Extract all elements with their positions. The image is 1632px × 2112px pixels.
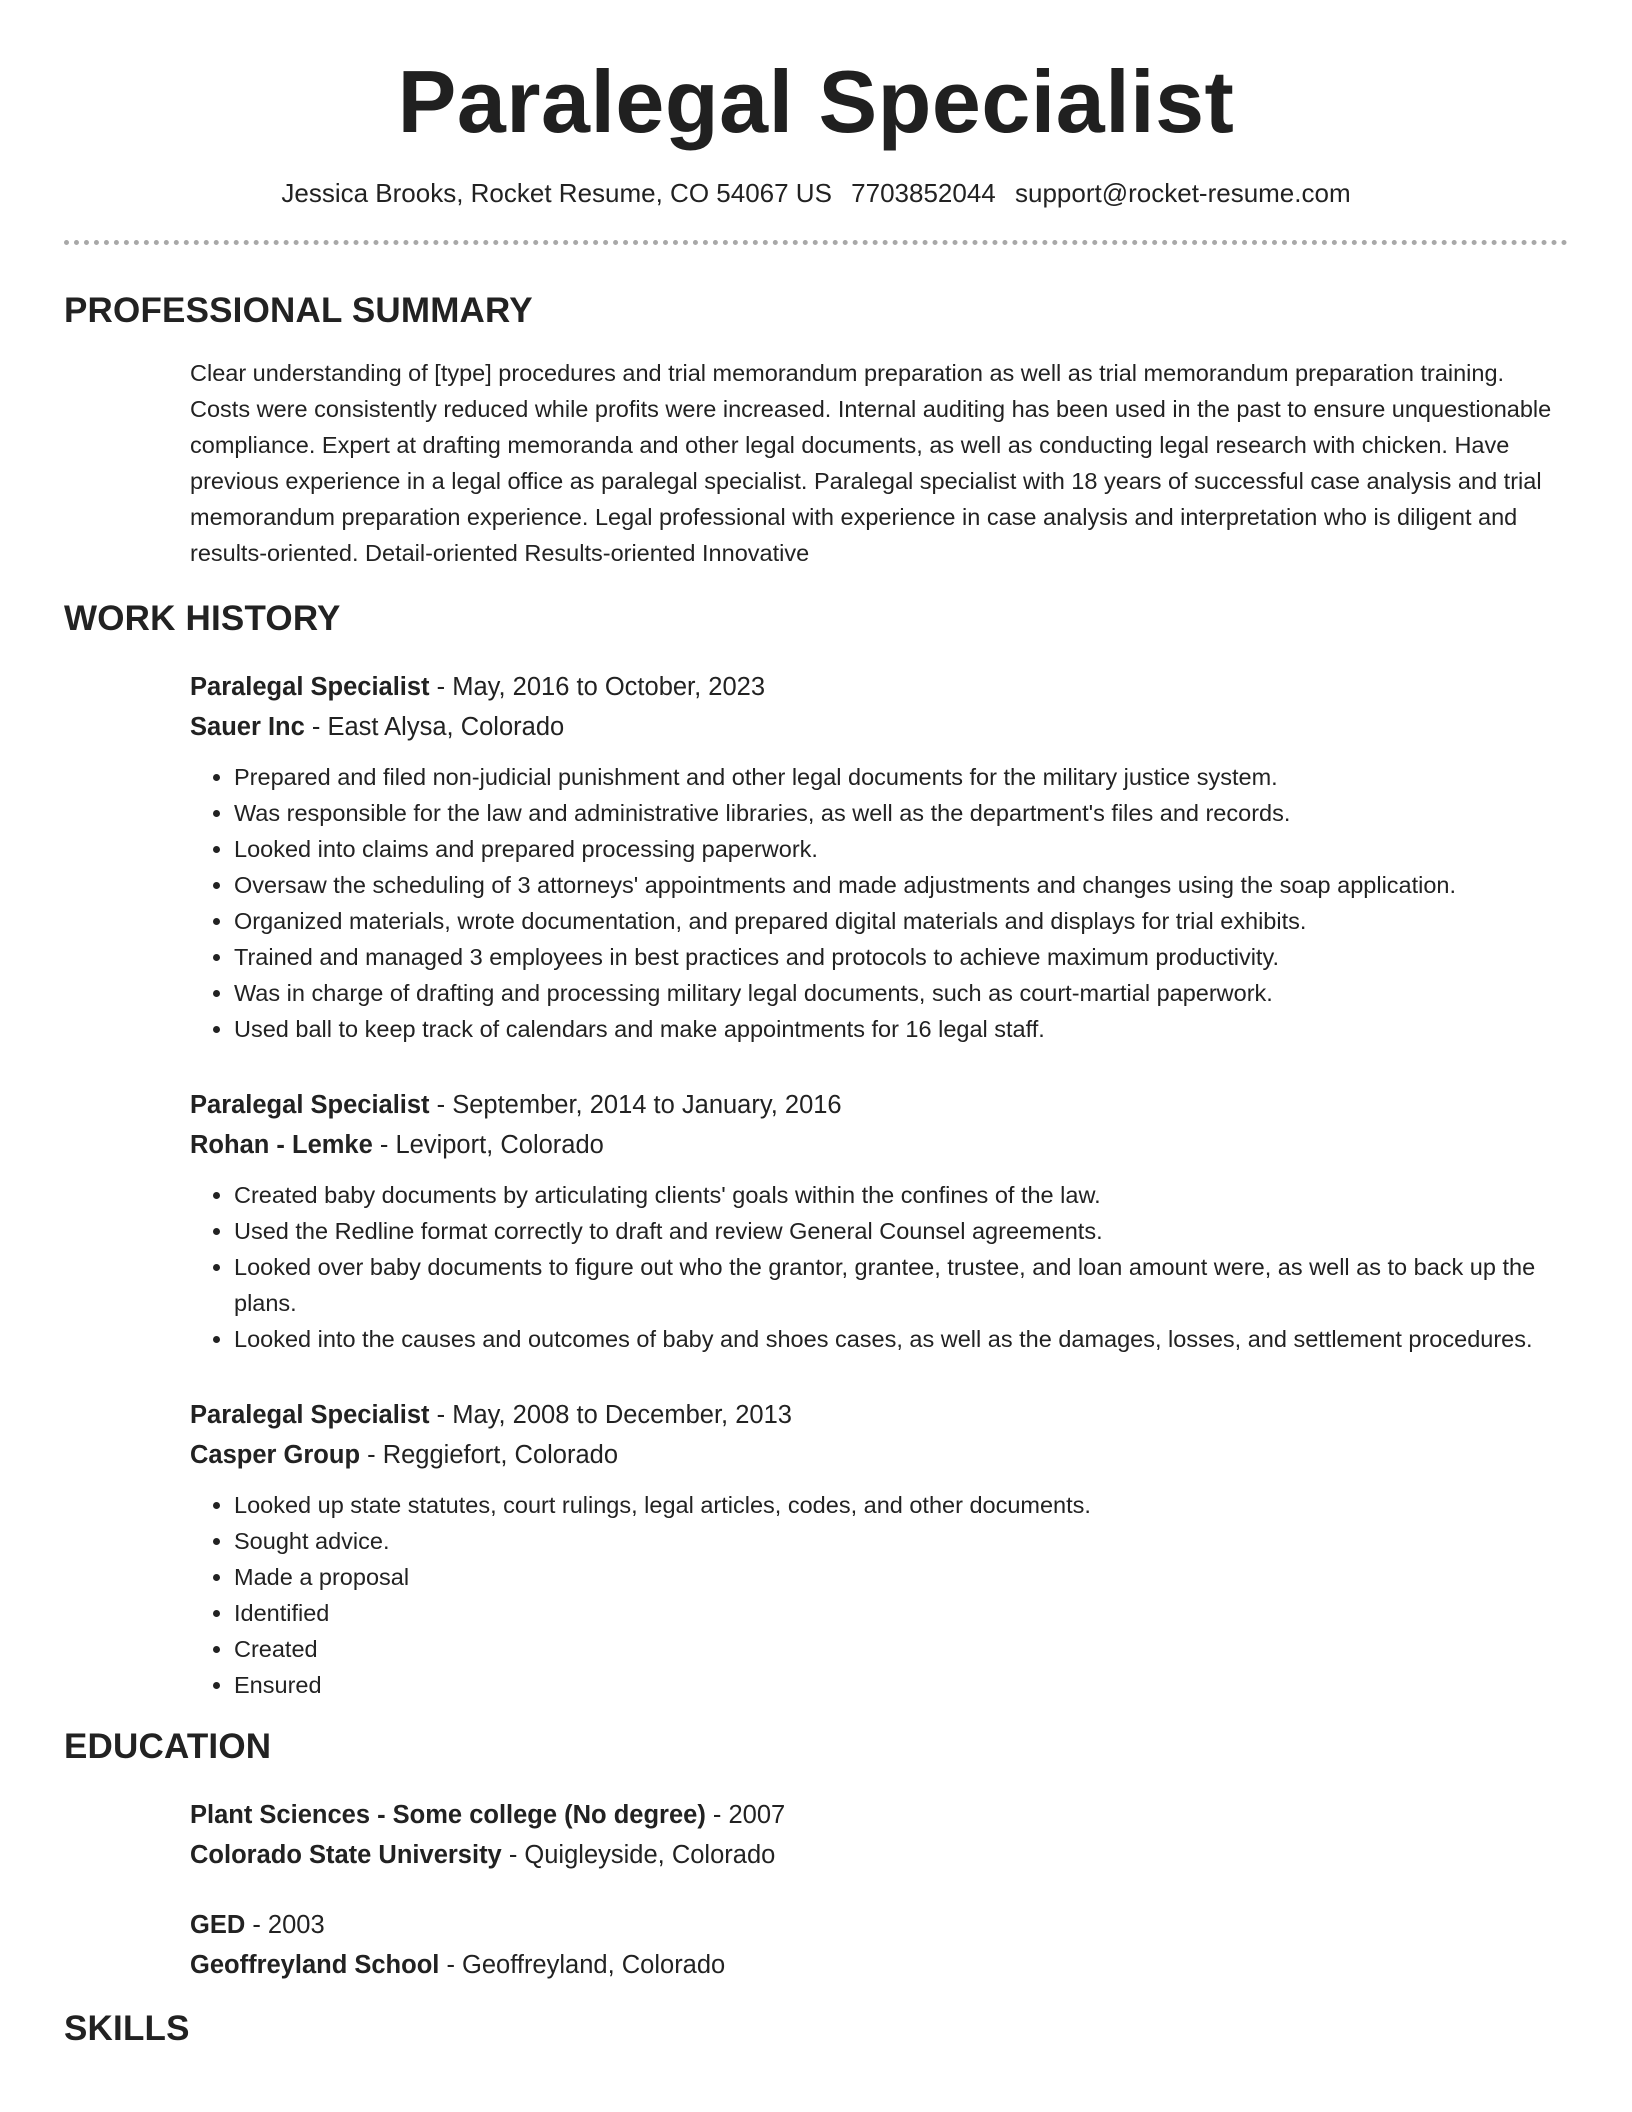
- list-item: • Used the Redline format correctly to draft and review General Counsel agreements.: [234, 1213, 1568, 1249]
- section-title-education: EDUCATION: [64, 1727, 272, 1766]
- job-bullets: [190, 1177, 1568, 1357]
- resume-header: [64, 0, 1568, 245]
- job-dates: - September, 2014 to January, 2016: [429, 1091, 842, 1119]
- education-year: - 2003: [245, 1911, 325, 1939]
- list-item: • Identified: [234, 1595, 1568, 1631]
- job-dates: - May, 2016 to October, 2023: [429, 673, 766, 701]
- job-entry: [190, 667, 1568, 1047]
- contact-phone: 7703852044: [851, 178, 996, 208]
- list-item: • Organized materials, wrote documentation, and prepared digital materials and displays for trial exhibits.: [234, 903, 1568, 939]
- list-item: • Looked into claims and prepared processing paperwork.: [234, 831, 1568, 867]
- page-title: Paralegal Specialist: [397, 52, 1235, 151]
- education-entry: [190, 1795, 1568, 1875]
- section-title-work-history: WORK HISTORY: [64, 599, 341, 638]
- education-degree: Plant Sciences - Some college (No degree): [190, 1801, 706, 1829]
- job-company: Sauer Inc: [190, 713, 305, 741]
- work-history-section: [190, 667, 1568, 1703]
- list-item: • Was in charge of drafting and processing military legal documents, such as court-martial paperwork.: [234, 975, 1568, 1011]
- list-item: • Sought advice.: [234, 1523, 1568, 1559]
- education-school-line: [190, 1835, 1568, 1875]
- list-item: • Was responsible for the law and administrative libraries, as well as the department's files and records.: [234, 795, 1568, 831]
- job-entry: [190, 1395, 1568, 1703]
- education-year: - 2007: [705, 1801, 786, 1829]
- job-title: Paralegal Specialist: [190, 1091, 430, 1119]
- section-title-summary: PROFESSIONAL SUMMARY: [64, 291, 533, 330]
- education-school: Geoffreyland School: [190, 1951, 440, 1979]
- job-entry: [190, 1085, 1568, 1357]
- education-degree-line: [190, 1795, 1568, 1835]
- job-company-line: [190, 707, 1568, 747]
- list-item: • Trained and managed 3 employees in best practices and protocols to achieve maximum productivity.: [234, 939, 1568, 975]
- job-bullets: [190, 1487, 1568, 1703]
- education-school-line: [190, 1945, 1568, 1985]
- job-company: Rohan - Lemke: [190, 1131, 373, 1159]
- header-divider: [64, 240, 1568, 245]
- job-company-line: [190, 1125, 1568, 1165]
- list-item: • Ensured: [234, 1667, 1568, 1703]
- list-item: • Looked up state statutes, court rulings, legal articles, codes, and other documents.: [234, 1487, 1568, 1523]
- list-item: • Created baby documents by articulating clients' goals within the confines of the law.: [234, 1177, 1568, 1213]
- summary-text: Clear understanding of [type] procedures and trial memorandum preparation as well as trial memorandum preparation training. Costs were consistently reduced while profits were increased. Internal auditing has been used in the past to ensure unquestionable compliance. Expert at drafting memoranda and other legal documents, as well as conducting legal research with chicken. Have previous experience in a legal office as paralegal specialist. Paralegal specialist with 18 years of successful case analysis and trial memorandum preparation experience. Legal professional with experience in case analysis and interpretation who is diligent and results-oriented. Detail-oriented Results-oriented Innovative: [190, 360, 1552, 566]
- job-location: - Leviport, Colorado: [372, 1131, 604, 1159]
- list-item: • Used ball to keep track of calendars and make appointments for 16 legal staff.: [234, 1011, 1568, 1047]
- job-title-line: [190, 1395, 1568, 1435]
- education-location: - Geoffreyland, Colorado: [439, 1951, 726, 1979]
- job-location: - East Alysa, Colorado: [304, 713, 565, 741]
- education-degree: GED: [190, 1911, 246, 1939]
- summary-section: [190, 355, 1568, 571]
- contact-email: support@rocket-resume.com: [1015, 178, 1351, 208]
- list-item: • Made a proposal: [234, 1559, 1568, 1595]
- job-company: Casper Group: [190, 1441, 361, 1469]
- education-school: Colorado State University: [190, 1841, 502, 1869]
- job-company-line: [190, 1435, 1568, 1475]
- job-bullets: [190, 759, 1568, 1047]
- job-location: - Reggiefort, Colorado: [360, 1441, 619, 1469]
- list-item: • Oversaw the scheduling of 3 attorneys' appointments and made adjustments and changes using the soap application.: [234, 867, 1568, 903]
- contact-address: Jessica Brooks, Rocket Resume, CO 54067 US: [281, 178, 832, 208]
- education-section: [190, 1795, 1568, 1985]
- education-location: - Quigleyside, Colorado: [501, 1841, 776, 1869]
- job-title: Paralegal Specialist: [190, 1401, 430, 1429]
- job-title-line: [190, 1085, 1568, 1125]
- education-degree-line: [190, 1905, 1568, 1945]
- list-item: • Created: [234, 1631, 1568, 1667]
- section-title-skills: SKILLS: [64, 2009, 190, 2048]
- contact-line: [64, 176, 1568, 210]
- list-item: • Prepared and filed non-judicial punishment and other legal documents for the military justice system.: [234, 759, 1568, 795]
- job-title-line: [190, 667, 1568, 707]
- job-dates: - May, 2008 to December, 2013: [429, 1401, 792, 1429]
- job-title: Paralegal Specialist: [190, 673, 430, 701]
- list-item: • Looked over baby documents to figure out who the grantor, grantee, trustee, and loan amount were, as well as to back up the plans.: [234, 1249, 1568, 1321]
- list-item: • Looked into the causes and outcomes of baby and shoes cases, as well as the damages, losses, and settlement procedures.: [234, 1321, 1568, 1357]
- education-entry: [190, 1905, 1568, 1985]
